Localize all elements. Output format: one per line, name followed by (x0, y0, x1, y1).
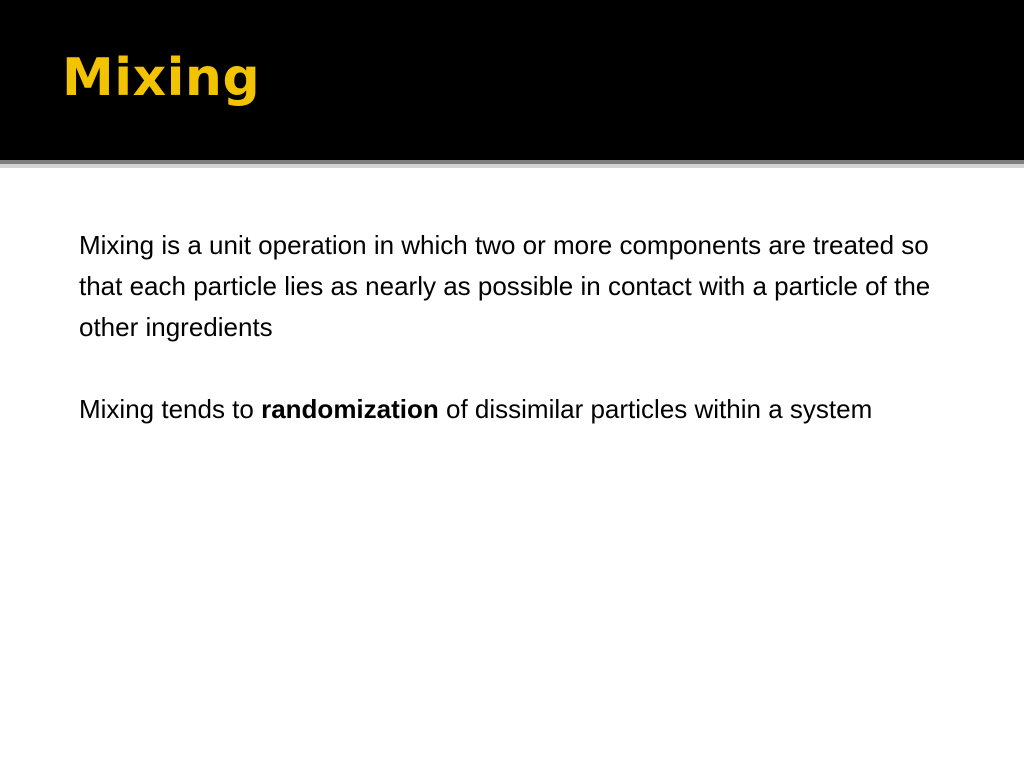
slide-body (79, 225, 969, 430)
slide-title: Mixing (62, 48, 261, 108)
randomization-text-after: of dissimilar particles within a system (438, 394, 873, 424)
randomization-paragraph (79, 389, 969, 430)
randomization-keyword: randomization (261, 394, 439, 424)
definition-paragraph: Mixing is a unit operation in which two or more components are treated so that each particle lies as nearly as possible in contact with a particle of the other ingredients (79, 230, 931, 342)
title-bar (0, 0, 1024, 160)
title-divider-light (0, 164, 1024, 168)
randomization-text-before: Mixing tends to (79, 394, 262, 424)
